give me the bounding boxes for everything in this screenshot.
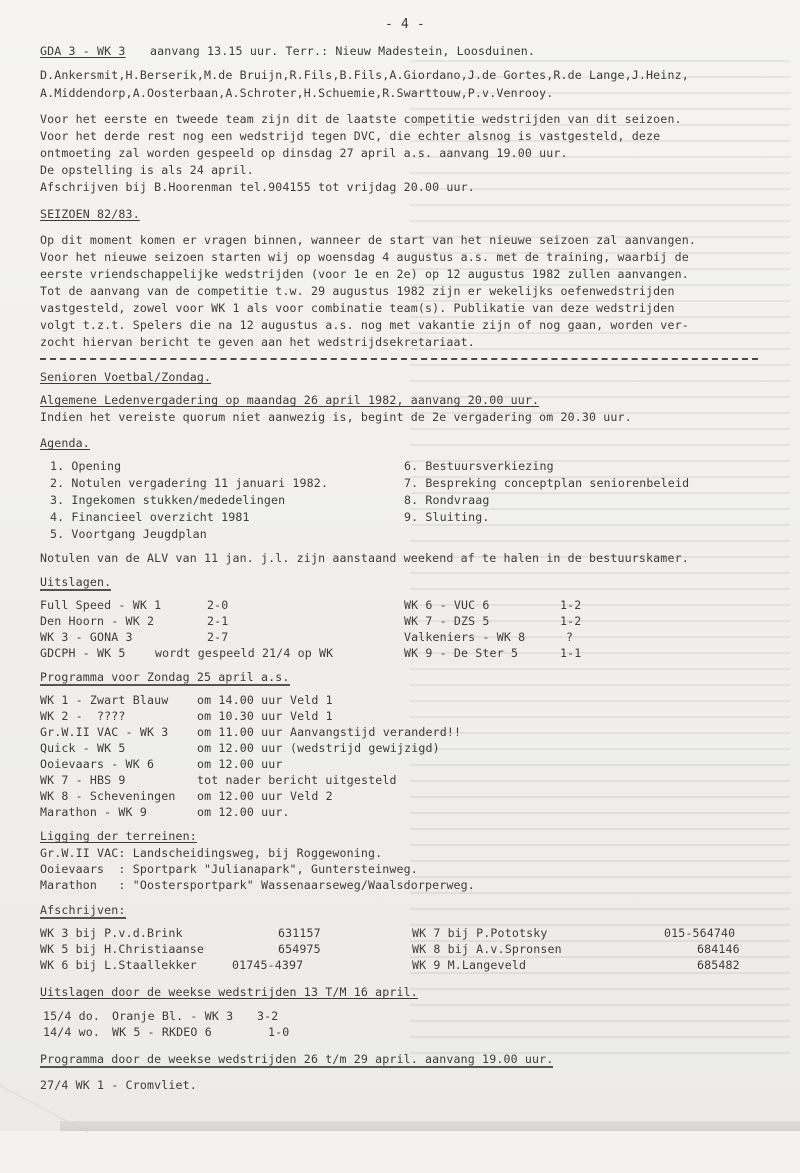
program-match: WK 2 - ???? <box>40 709 126 723</box>
result-match: Full Speed - WK 1 <box>40 598 162 612</box>
ligging-row: Marathon : "Oostersportpark" Wassenaarseweg/Waalsdorperweg. <box>40 878 475 892</box>
program-time: om 14.00 uur <box>197 693 283 707</box>
page-number: - 4 - <box>385 17 425 32</box>
program-match: Gr.W.II VAC - WK 3 <box>40 725 169 739</box>
result-score: 1-2 <box>560 614 582 628</box>
agenda-item: 4. Financieel overzicht 1981 <box>50 510 250 524</box>
seizoen-para-line: Op dit moment komen er vragen binnen, wanneer de start van het nieuwe seizoen zal aanvangen. <box>40 233 696 247</box>
result-score: 2-7 <box>207 630 229 644</box>
seizoen-para-line: Voor het nieuwe seizoen starten wij op woensdag 4 augustus a.s. met de training, waarbij de <box>40 250 689 264</box>
weekse-programma-row: 27/4 WK 1 - Cromvliet. <box>40 1078 197 1092</box>
programma-heading: Programma voor Zondag 25 april a.s. <box>40 670 290 684</box>
afschrijven-contact: WK 5 bij H.Christiaanse <box>40 942 204 956</box>
seizoen-para-line: vastgesteld, zowel voor WK 1 als voor combinatie team(s). Publikatie van deze wedstrijden <box>40 301 675 315</box>
program-time: om 12.00 uur. <box>197 805 290 819</box>
result-score: 2-1 <box>207 614 229 628</box>
agenda-item: 9. Sluiting. <box>404 510 490 524</box>
gda-para-line: Voor het eerste en tweede team zijn dit de laatste competitie wedstrijden van dit seizoen. <box>40 112 682 126</box>
result-match: WK 6 - VUC 6 <box>404 598 490 612</box>
agenda-item: 7. Bespreking conceptplan seniorenbeleid <box>404 476 690 490</box>
agenda-item: 6. Bestuursverkiezing <box>404 459 554 473</box>
afschrijven-contact: WK 8 bij A.v.Spronsen <box>412 942 562 956</box>
ligging-heading: Ligging der terreinen: <box>40 829 197 843</box>
weekse-score: 3-2 <box>257 1009 279 1023</box>
gda-para-line: Voor het derde rest nog een wedstrijd tegen DVC, die echter alsnog is vastgesteld, deze <box>40 129 661 143</box>
seizoen-para-line: zocht hiervan bericht te geven aan het wedstrijdsekretariaat. <box>40 335 475 349</box>
program-time: om 12.00 uur <box>197 757 283 771</box>
afschrijven-tel: 654975 <box>278 942 321 956</box>
afschrijven-contact: WK 3 bij P.v.d.Brink <box>40 926 183 940</box>
afschrijven-tel: 685482 <box>697 958 740 972</box>
result-score: wordt gespeeld 21/4 op WK <box>155 646 334 660</box>
agenda-item: 3. Ingekomen stukken/mededelingen <box>50 493 286 507</box>
section-divider <box>40 358 758 360</box>
gda-para-line: De opstelling is als 24 april. <box>40 163 254 177</box>
uitslagen-heading: Uitslagen. <box>40 575 112 589</box>
weekse-programma-heading: Programma door de weekse wedstrijden 26 t/m 29 april. aanvang 19.00 uur. <box>40 1052 554 1066</box>
weekse-date: 14/4 wo. <box>43 1025 101 1039</box>
afschrijven-heading: Afschrijven: <box>40 903 126 917</box>
notulen-text: Notulen van de ALV van 11 jan. j.l. zijn aanstaand weekend af te halen in de bestuurskamer. <box>40 551 689 565</box>
program-time: om 12.00 uur <box>197 789 283 803</box>
program-note: Aanvangstijd veranderd!! <box>290 725 462 739</box>
program-time: om 11.00 uur <box>197 725 283 739</box>
result-match: WK 3 - GONA 3 <box>40 630 133 644</box>
result-match: WK 7 - DZS 5 <box>404 614 490 628</box>
program-time: om 12.00 uur <box>197 741 283 755</box>
program-match: Quick - WK 5 <box>40 741 126 755</box>
seizoen-para-line: volgt t.z.t. Spelers die na 12 augustus a.s. nog met vakantie zijn of nog gaan, worden ver- <box>40 318 689 332</box>
weekse-date: 15/4 do. <box>43 1009 101 1023</box>
program-note: Veld 2 <box>290 789 333 803</box>
gda-heading: GDA 3 - WK 3 <box>40 44 126 58</box>
result-score: ? <box>566 630 574 644</box>
weekse-match: Oranje Bl. - WK 3 <box>112 1009 234 1023</box>
program-match: Marathon - WK 9 <box>40 805 147 819</box>
afschrijven-tel: 015-564740 <box>664 926 736 940</box>
program-match: WK 7 - HBS 9 <box>40 773 126 787</box>
program-note: (wedstrijd gewijzigd) <box>290 741 440 755</box>
seizoen-para-line: Tot de aanvang van de competitie t.w. 29 augustus 1982 zijn er wekelijks oefenwedstrijden <box>40 284 675 298</box>
seizoen-heading: SEIZOEN 82/83. <box>40 207 140 221</box>
result-score: 2-0 <box>207 598 229 612</box>
result-match: WK 9 - De Ster 5 <box>404 646 519 660</box>
gda-para-line: ontmoeting zal worden gespeeld op dinsdag 27 april a.s. aanvang 19.00 uur. <box>40 146 568 160</box>
program-note: Veld 1 <box>290 709 333 723</box>
gda-info: aanvang 13.15 uur. Terr.: Nieuw Madestein, Loosduinen. <box>150 44 536 58</box>
result-match: Valkeniers - WK 8 <box>404 630 526 644</box>
program-note: Veld 1 <box>290 693 333 707</box>
result-match: Den Hoorn - WK 2 <box>40 614 155 628</box>
agenda-item: 2. Notulen vergadering 11 januari 1982. <box>50 476 329 490</box>
program-match: Ooievaars - WK 6 <box>40 757 155 771</box>
result-score: 1-2 <box>560 598 582 612</box>
ligging-row: Gr.W.II VAC: Landscheidingsweg, bij Roggewoning. <box>40 846 383 860</box>
program-time: om 10.30 uur <box>197 709 283 723</box>
weekse-match: WK 5 - RKDEO 6 <box>112 1025 212 1039</box>
program-match: WK 1 - Zwart Blauw <box>40 693 169 707</box>
senioren-heading: Senioren Voetbal/Zondag. <box>40 370 212 384</box>
agenda-heading: Agenda. <box>40 436 90 450</box>
weekse-score: 1-0 <box>268 1025 290 1039</box>
gda-players-1: D.Ankersmit,H.Berserik,M.de Bruijn,R.Fils,B.Fils,A.Giordano,J.de Gortes,R.de Lange,J.Heinz, <box>40 68 689 82</box>
ligging-row: Ooievaars : Sportpark "Julianapark", Guntersteinweg. <box>40 862 418 876</box>
gda-players-2: A.Middendorp,A.Oosterbaan,A.Schroter,H.Schuemie,R.Swarttouw,P.v.Venrooy. <box>40 86 554 100</box>
afschrijven-contact: WK 7 bij P.Pototsky <box>412 926 548 940</box>
result-match: GDCPH - WK 5 <box>40 646 126 660</box>
weekse-uitslagen-heading: Uitslagen door de weekse wedstrijden 13 T/M 16 april. <box>40 985 418 999</box>
afschrijven-tel: 01745-4397 <box>232 958 304 972</box>
paper-bottom-edge <box>60 1121 800 1131</box>
afschrijven-tel: 631157 <box>278 926 321 940</box>
program-time: tot nader bericht uitgesteld <box>197 773 397 787</box>
afschrijven-contact: WK 6 bij L.Staallekker <box>40 958 197 972</box>
seizoen-para-line: eerste vriendschappelijke wedstrijden (voor 1e en 2e) op 12 augustus 1982 zullen aanvangen. <box>40 267 689 281</box>
agenda-item: 5. Voortgang Jeugdplan <box>50 527 207 541</box>
afschrijven-contact: WK 9 M.Langeveld <box>412 958 527 972</box>
afschrijven-tel: 684146 <box>697 942 740 956</box>
agenda-item: 8. Rondvraag <box>404 493 490 507</box>
agenda-item: 1. Opening <box>50 459 122 473</box>
program-match: WK 8 - Scheveningen <box>40 789 176 803</box>
gda-para-line: Afschrijven bij B.Hoorenman tel.904155 tot vrijdag 20.00 uur. <box>40 180 475 194</box>
alv-heading: Algemene Ledenvergadering op maandag 26 april 1982, aanvang 20.00 uur. <box>40 393 540 407</box>
alv-text: Indien het vereiste quorum niet aanwezig is, begint de 2e vergadering om 20.30 uur. <box>40 410 632 424</box>
result-score: 1-1 <box>560 646 582 660</box>
